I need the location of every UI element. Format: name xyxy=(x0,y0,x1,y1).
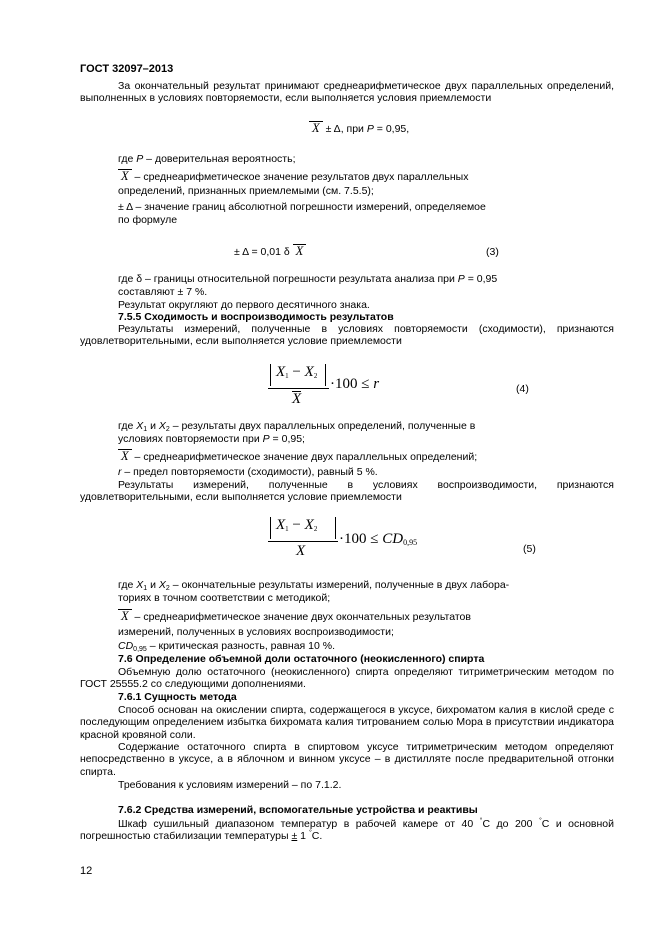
paragraph-final-result: За окончательный результат принимают среднеарифметическое двух параллельных определений, выполненных в условиях повторяемости, если выполняется условия приемлемости xyxy=(80,80,614,105)
paragraph-7-5-5: Результаты измерений, полученные в условиях повторяемости (сходимости), признаются удовлетворительными, если выполняется условие приемлемости xyxy=(80,323,614,348)
formula-number-3: (3) xyxy=(486,246,499,258)
where-line-continued: условиях повторяемости при P = 0,95; xyxy=(118,433,305,445)
where-line-xbar: X – среднеарифметическое значение двух окончательных результатов xyxy=(118,609,471,623)
denominator-x-mean: X xyxy=(292,391,302,407)
page-number: 12 xyxy=(80,865,93,877)
fraction-line xyxy=(268,541,338,542)
where-line-continued: составляют ± 7 %. xyxy=(118,286,208,298)
where-line-continued: по формуле xyxy=(118,214,178,226)
formula-3 xyxy=(234,244,306,258)
numerator: $X_1 - X_2$ xyxy=(276,517,318,533)
formula-text: , при xyxy=(340,123,367,135)
plus-minus-sign: ± xyxy=(118,201,124,213)
where-word: где xyxy=(118,153,137,165)
where-line-continued: измерений, полученных в условиях воспроизводимости; xyxy=(118,626,394,638)
formula-value: = 0,95, xyxy=(373,123,410,135)
formula-4 xyxy=(268,362,388,412)
formula-rhs: $\cdot 100 \le CD_{0,95}$ xyxy=(339,531,418,547)
formula-number-4: (4) xyxy=(516,383,529,395)
where-line-cd: $CD_{0,95}$ – критическая разность, равная 10 %. xyxy=(118,640,335,653)
where-line-x1-x2: где $X_1$ и $X_2$ – результаты двух параллельных определений, полученные в xyxy=(118,420,476,433)
abs-bar-right xyxy=(325,364,326,386)
formula-final-result xyxy=(309,121,409,135)
section-title-7-6-1: 7.6.1 Сущность метода xyxy=(118,691,237,703)
where-line-p xyxy=(118,153,296,165)
denominator-x-mean: X xyxy=(296,543,306,559)
fraction-line xyxy=(268,388,329,389)
where-line-xbar: X – среднеарифметическое значение двух параллельных определений; xyxy=(118,449,477,463)
where-line-delta-rel xyxy=(118,273,497,285)
x-mean-symbol: X xyxy=(118,449,132,463)
p-symbol: P xyxy=(366,123,374,135)
paragraph-7-6-1-a: Способ основан на окислении спирта, содержащегося в уксусе, бихроматом калия в кислой среде с последующим определением избытка бихромата калия титрованием солью Мора в присутствии индикатора красной кровяной соли. xyxy=(80,704,614,741)
section-title-7-6-2: 7.6.2 Средства измерений, вспомогательные устройства и реактивы xyxy=(118,804,478,816)
numerator: $X_1 - X_2$ xyxy=(276,364,318,380)
where-line-continued: ториях в точном соответствии с методикой; xyxy=(118,592,331,604)
section-title-7-6: 7.6 Определение объемной доли остаточного (неокисленного) спирта xyxy=(118,653,485,665)
abs-bar-left xyxy=(270,364,271,386)
p-symbol: P xyxy=(457,273,465,285)
x-mean-symbol: X xyxy=(293,244,307,258)
where-line-x1-x2: где $X_1$ и $X_2$ – окончательные результаты измерений, полученные в двух лабора- xyxy=(118,579,510,592)
plus-minus-sign: ± xyxy=(325,123,332,135)
delta-symbol: Δ xyxy=(333,123,341,135)
delta-symbol: Δ xyxy=(126,201,133,213)
rounding-note: Результат округляют до первого десятичного знака. xyxy=(118,299,370,311)
x-mean-symbol: X xyxy=(118,169,132,183)
formula-5 xyxy=(268,515,438,567)
abs-bar-right xyxy=(335,517,336,539)
where-value: = 0,95 xyxy=(464,273,498,285)
standard-header: ГОСТ 32097–2013 xyxy=(80,63,174,75)
formula-lhs: ± Δ = 0,01 δ xyxy=(234,246,290,258)
where-line-xbar xyxy=(118,169,468,183)
x-mean-symbol: X xyxy=(118,609,132,623)
formula-number-5: (5) xyxy=(523,543,536,555)
paragraph-7-6-1-b: Содержание остаточного спирта в спиртовом уксусе титриметрическим методом определяют непосредственно в уксусе, а в яблочном и винном уксусе – в дистилляте после предварительной отгонки спирта. xyxy=(80,741,614,778)
where-text: где δ – границы относительной погрешности результата анализа при xyxy=(118,273,458,285)
where-text: – среднеарифметическое значение результатов двух параллельных xyxy=(131,171,469,183)
section-title-7-5-5: 7.5.5 Сходимость и воспроизводимость результатов xyxy=(118,311,394,323)
paragraph-7-6: Объемную долю остаточного (неокисленного) спирта определяют титриметрическим методом по ГОСТ 25555.2 со следующими дополнениями. xyxy=(80,666,614,691)
where-line-continued: определений, признанных приемлемыми (см. 7.5.5); xyxy=(118,185,374,197)
p-symbol: P xyxy=(136,153,144,165)
where-text: – доверительная вероятность; xyxy=(143,153,296,165)
x-mean-symbol: X xyxy=(309,121,323,135)
abs-bar-left xyxy=(270,517,271,539)
paragraph-reproducibility: Результаты измерений, полученные в условиях воспроизводимости, признаются удовлетворительными, если выполняется условие приемлемости xyxy=(80,479,614,504)
where-line-delta xyxy=(118,201,486,213)
formula-rhs: ·100 ≤ r xyxy=(330,376,380,392)
paragraph-7-6-1-c: Требования к условиям измерений – по 7.1.2. xyxy=(118,779,342,791)
where-line-r: r – предел повторяемости (сходимости), равный 5 %. xyxy=(118,466,378,478)
where-text: – значение границ абсолютной погрешности измерений, определяемое xyxy=(132,201,486,213)
paragraph-7-6-2: Шкаф сушильный диапазоном температур в рабочей камере от 40 °С до 200 °С и основной погрешностью стабилизации температуры ± 1 °С. xyxy=(80,817,614,843)
